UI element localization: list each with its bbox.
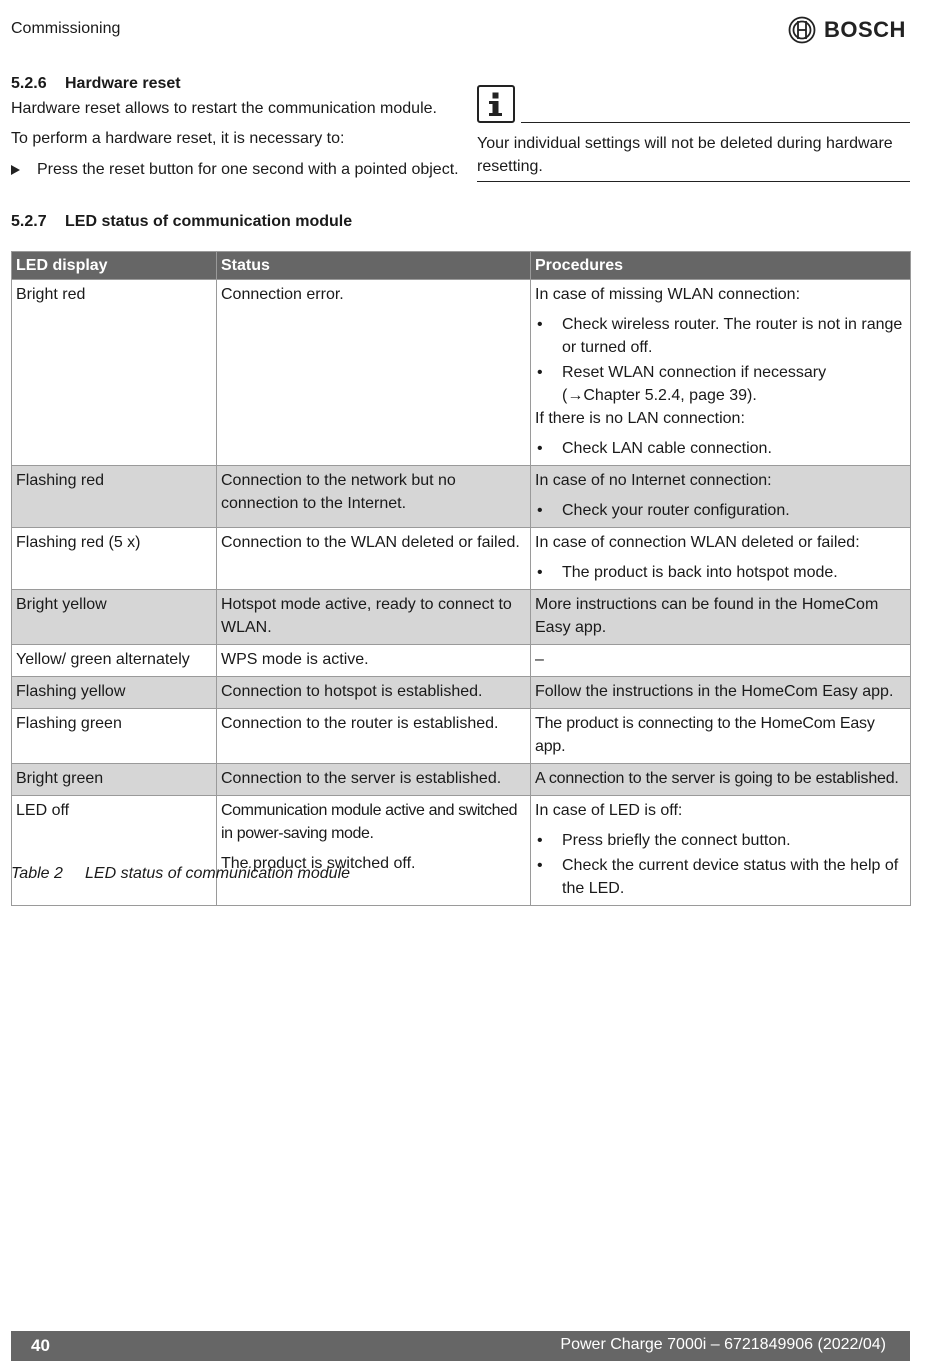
bullet-list — [535, 437, 906, 460]
table-row — [12, 280, 911, 466]
procedures-cell — [531, 528, 911, 590]
status-cell — [217, 796, 531, 906]
brand-name: BOSCH — [824, 17, 906, 42]
procedure-text: In case of missing WLAN connection: — [535, 286, 801, 303]
status-cell: Connection error. — [217, 280, 531, 466]
procedure-text: If there is no LAN connection: — [535, 410, 745, 427]
paragraph: To perform a hardware reset, it is necessary to: — [11, 130, 345, 147]
list-item: • Check wireless router. The router is not in range or turned off. — [535, 313, 906, 359]
column-header: Procedures — [531, 252, 911, 280]
section-number: 5.2.6 — [11, 75, 47, 92]
table-row — [12, 528, 911, 590]
led-cell: Bright red — [12, 280, 217, 466]
list-item: • Check LAN cable connection. — [535, 437, 906, 460]
info-note: Your individual settings will not be deleted during hardware resetting. — [477, 135, 893, 175]
instruction-step — [11, 161, 459, 179]
procedures-cell: The product is connecting to the HomeCom Easy app. — [531, 709, 911, 764]
section-title: Hardware reset — [65, 75, 181, 92]
list-item: • Reset WLAN connection if necessary (→Chapter 5.2.4, page 39). — [535, 361, 906, 407]
paragraph: Hardware reset allows to restart the communication module. — [11, 100, 437, 117]
status-cell: Connection to the router is established. — [217, 709, 531, 764]
list-item: • Check the current device status with the help of the LED. — [535, 854, 906, 900]
led-status-table — [11, 251, 911, 906]
table-caption — [11, 865, 350, 883]
bullet-list — [535, 561, 906, 584]
running-header: Commissioning — [11, 20, 121, 37]
section-heading-hardware-reset — [11, 75, 181, 93]
column-header: LED display — [12, 252, 217, 280]
led-cell: LED off — [12, 796, 217, 906]
status-text: The product is switched off. — [221, 855, 416, 872]
divider — [521, 122, 910, 123]
procedure-text: In case of LED is off: — [535, 802, 683, 819]
divider — [477, 181, 910, 182]
procedures-cell — [531, 796, 911, 906]
procedures-cell: – — [531, 645, 911, 677]
step-text: Press the reset button for one second with a pointed object. — [37, 161, 459, 178]
list-item: • The product is back into hotspot mode. — [535, 561, 906, 584]
page-number: 40 — [31, 1336, 50, 1355]
table-row — [12, 796, 911, 906]
led-cell: Yellow/ green alternately — [12, 645, 217, 677]
table-header-row — [12, 252, 911, 280]
led-cell: Bright yellow — [12, 590, 217, 645]
bullet-list — [535, 499, 906, 522]
status-cell: Hotspot mode active, ready to connect to WLAN. — [217, 590, 531, 645]
bullet-list — [535, 829, 906, 900]
bosch-armature-icon — [788, 16, 816, 44]
procedures-cell: A connection to the server is going to be established. — [531, 764, 911, 796]
caption-text: LED status of communication module — [85, 865, 351, 882]
led-cell: Flashing yellow — [12, 677, 217, 709]
status-cell: Connection to the network but no connection to the Internet. — [217, 466, 531, 528]
table-row — [12, 645, 911, 677]
procedures-cell: More instructions can be found in the HomeCom Easy app. — [531, 590, 911, 645]
led-cell: Bright green — [12, 764, 217, 796]
document-id: Power Charge 7000i – 6721849906 (2022/04) — [560, 1336, 886, 1353]
procedures-cell: Follow the instructions in the HomeCom Easy app. — [531, 677, 911, 709]
table-row — [12, 466, 911, 528]
led-cell: Flashing red — [12, 466, 217, 528]
table-row — [12, 677, 911, 709]
table-row — [12, 590, 911, 645]
section-title: LED status of communication module — [65, 213, 353, 230]
led-cell: Flashing green — [12, 709, 217, 764]
status-cell: Connection to the server is established. — [217, 764, 531, 796]
info-icon — [477, 85, 515, 123]
caption-number: Table 2 — [11, 865, 63, 882]
section-number: 5.2.7 — [11, 213, 47, 230]
procedures-cell — [531, 280, 911, 466]
bosch-logo — [788, 16, 906, 44]
step-arrow-icon — [11, 165, 20, 175]
led-cell: Flashing red (5 x) — [12, 528, 217, 590]
status-text: Communication module active and switched in power-saving mode. — [221, 802, 518, 842]
procedure-text: In case of no Internet connection: — [535, 472, 772, 489]
status-cell: Connection to hotspot is established. — [217, 677, 531, 709]
list-item: • Press briefly the connect button. — [535, 829, 906, 852]
bullet-list — [535, 313, 906, 407]
column-header: Status — [217, 252, 531, 280]
table-row — [12, 709, 911, 764]
table-row — [12, 764, 911, 796]
list-item: • Check your router configuration. — [535, 499, 906, 522]
status-cell: Connection to the WLAN deleted or failed. — [217, 528, 531, 590]
status-cell: WPS mode is active. — [217, 645, 531, 677]
procedures-cell — [531, 466, 911, 528]
section-heading-led-status — [11, 213, 352, 231]
procedure-text: In case of connection WLAN deleted or failed: — [535, 534, 860, 551]
page-footer — [11, 1331, 910, 1361]
